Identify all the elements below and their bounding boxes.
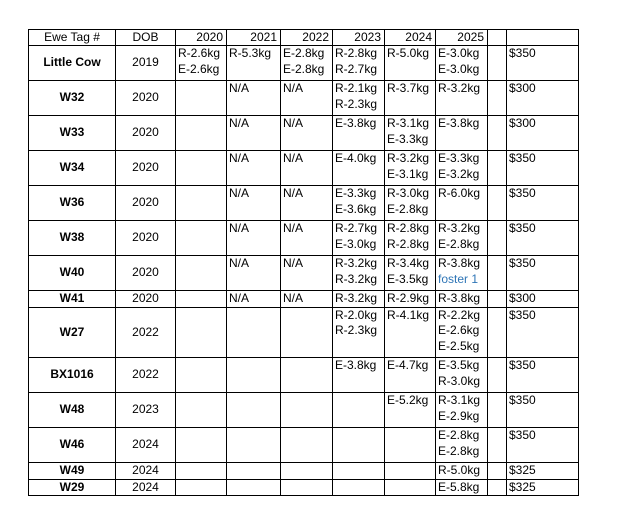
lambing-cell-2022 [281, 256, 333, 291]
lambing-cell-2021 [227, 291, 281, 308]
dob-cell: 2024 [116, 479, 176, 496]
lambing-cell-2021 [227, 81, 281, 116]
lambing-cell-2024 [385, 151, 436, 186]
lamb-weight-entry: E-2.6kg [178, 61, 220, 76]
lambing-cell-2024 [385, 221, 436, 256]
lamb-weight-entry: R-2.7kg [335, 221, 378, 235]
ewe-tag-cell: W48 [29, 393, 116, 428]
lambing-cell-2020 [176, 116, 227, 151]
lamb-weight-entry: R-5.0kg [438, 463, 481, 477]
lambing-cell-2020 [176, 358, 227, 393]
header-blank-cell [488, 30, 507, 46]
lambing-cell-2021 [227, 256, 281, 291]
lamb-weight-entry: N/A [229, 291, 250, 305]
lamb-weight-entry: N/A [283, 116, 304, 130]
ewe-tag-cell: BX1016 [29, 358, 116, 393]
blank-cell [488, 151, 507, 186]
lamb-weight-entry: R-3.2kg [335, 256, 378, 270]
lamb-weight-entry: R-3.8kg [438, 291, 481, 305]
lamb-weight-entry: N/A [283, 151, 304, 165]
lamb-weight-entry: E-2.5kg [438, 338, 480, 353]
lamb-weight-entry: R-2.0kg [335, 307, 378, 322]
header-year-2020: 2020 [176, 30, 227, 46]
lamb-weight-entry: R-3.2kg [438, 81, 481, 95]
lamb-weight-entry: R-3.0kg [387, 186, 430, 200]
lamb-weight-entry: N/A [229, 151, 250, 165]
lambing-cell-2025 [436, 256, 488, 291]
table-row [29, 393, 579, 428]
dob-cell: 2022 [116, 358, 176, 393]
lambing-cell-2025 [436, 479, 488, 496]
lamb-weight-entry: R-3.2kg [335, 271, 378, 286]
lambing-cell-2024 [385, 291, 436, 308]
table-row [29, 81, 579, 116]
ewe-tag-cell: W32 [29, 81, 116, 116]
lamb-weight-entry: R-3.7kg [387, 81, 430, 95]
lambing-cell-2022 [281, 307, 333, 358]
lambing-cell-2024 [385, 428, 436, 463]
lambing-cell-2023 [333, 256, 385, 291]
lamb-weight-entry: E-2.8kg [283, 46, 325, 60]
lamb-weight-entry: R-2.8kg [387, 236, 430, 251]
table-row [29, 463, 579, 480]
lamb-weight-entry: E-3.5kg [438, 358, 480, 372]
ewe-records-sheet [28, 29, 579, 496]
lambing-cell-2024 [385, 186, 436, 221]
lambing-cell-2022 [281, 81, 333, 116]
lambing-cell-2022 [281, 151, 333, 186]
lambing-cell-2020 [176, 46, 227, 81]
ewe-tag-cell: W34 [29, 151, 116, 186]
lambing-cell-2020 [176, 463, 227, 480]
lamb-weight-entry: E-3.8kg [335, 358, 377, 372]
lambing-cell-2024 [385, 307, 436, 358]
lambing-cell-2025 [436, 463, 488, 480]
dob-cell: 2024 [116, 428, 176, 463]
blank-cell [488, 393, 507, 428]
dob-cell: 2020 [116, 186, 176, 221]
lamb-weight-entry: R-3.8kg [438, 256, 481, 270]
lambing-cell-2020 [176, 307, 227, 358]
lambing-cell-2022 [281, 479, 333, 496]
price-cell: $350 [507, 221, 579, 256]
lambing-cell-2022 [281, 46, 333, 81]
lambing-cell-2023 [333, 463, 385, 480]
lamb-weight-entry: R-3.2kg [387, 151, 430, 165]
lambing-cell-2024 [385, 463, 436, 480]
lambing-cell-2021 [227, 186, 281, 221]
lambing-cell-2025 [436, 393, 488, 428]
table-row [29, 151, 579, 186]
price-cell: $350 [507, 186, 579, 221]
lambing-cell-2020 [176, 221, 227, 256]
lambing-cell-2022 [281, 116, 333, 151]
lamb-weight-entry: N/A [229, 186, 250, 200]
lambing-cell-2025 [436, 221, 488, 256]
lambing-cell-2025 [436, 358, 488, 393]
lamb-weight-entry: E-3.6kg [335, 201, 377, 216]
dob-cell: 2020 [116, 221, 176, 256]
table-row [29, 291, 579, 308]
lambing-cell-2023 [333, 186, 385, 221]
lamb-weight-entry: E-3.3kg [438, 151, 480, 165]
lambing-cell-2021 [227, 116, 281, 151]
table-row [29, 221, 579, 256]
lambing-cell-2023 [333, 307, 385, 358]
lambing-cell-2024 [385, 393, 436, 428]
lambing-cell-2020 [176, 186, 227, 221]
blank-cell [488, 81, 507, 116]
table-row [29, 116, 579, 151]
price-cell: $350 [507, 393, 579, 428]
header-dob: DOB [116, 30, 176, 46]
header-year-2025: 2025 [436, 30, 488, 46]
blank-cell [488, 291, 507, 308]
price-cell: $350 [507, 358, 579, 393]
dob-cell: 2020 [116, 256, 176, 291]
lamb-weight-entry: R-2.2kg [438, 307, 481, 322]
lambing-cell-2025 [436, 291, 488, 308]
dob-cell: 2022 [116, 307, 176, 358]
lambing-cell-2022 [281, 221, 333, 256]
lamb-weight-entry: R-2.1kg [335, 81, 378, 95]
price-cell: $325 [507, 479, 579, 496]
table-row [29, 307, 579, 358]
lamb-weight-entry: R-3.2kg [438, 221, 481, 235]
dob-cell: 2024 [116, 463, 176, 480]
lamb-weight-entry: E-4.0kg [335, 151, 377, 165]
dob-cell: 2020 [116, 116, 176, 151]
blank-cell [488, 307, 507, 358]
lamb-weight-entry: N/A [229, 81, 250, 95]
lambing-cell-2025 [436, 307, 488, 358]
lamb-weight-entry: R-5.3kg [229, 46, 272, 60]
price-cell: $350 [507, 46, 579, 81]
lambing-cell-2022 [281, 358, 333, 393]
lambing-cell-2025 [436, 151, 488, 186]
lamb-weight-entry: E-3.8kg [335, 116, 377, 130]
lamb-weight-entry: N/A [283, 291, 304, 305]
lamb-weight-entry: E-2.8kg [387, 201, 429, 216]
lamb-weight-entry: R-2.8kg [335, 46, 378, 60]
header-price-cell [507, 30, 579, 46]
lamb-weight-entry: R-2.9kg [387, 291, 430, 305]
lambing-cell-2023 [333, 46, 385, 81]
lambing-cell-2025 [436, 46, 488, 81]
ewe-tag-cell: W41 [29, 291, 116, 308]
lamb-weight-entry: E-3.0kg [335, 236, 377, 251]
header-year-2024: 2024 [385, 30, 436, 46]
ewe-tag-cell: W29 [29, 479, 116, 496]
lamb-weight-entry: R-6.0kg [438, 186, 481, 200]
lambing-cell-2024 [385, 116, 436, 151]
ewe-tag-cell: W33 [29, 116, 116, 151]
lamb-weight-entry: R-2.6kg [178, 46, 221, 60]
lamb-weight-entry: E-2.8kg [438, 428, 480, 442]
table-row [29, 256, 579, 291]
table-row [29, 479, 579, 496]
dob-cell: 2019 [116, 46, 176, 81]
lambing-cell-2020 [176, 81, 227, 116]
lamb-weight-entry: R-2.3kg [335, 96, 378, 111]
table-row [29, 358, 579, 393]
lambing-cell-2023 [333, 479, 385, 496]
lamb-weight-entry: E-2.8kg [283, 61, 325, 76]
blank-cell [488, 221, 507, 256]
lambing-cell-2023 [333, 151, 385, 186]
lambing-cell-2024 [385, 358, 436, 393]
lambing-cell-2024 [385, 256, 436, 291]
lamb-weight-entry: N/A [283, 81, 304, 95]
price-cell: $350 [507, 256, 579, 291]
lambing-cell-2025 [436, 116, 488, 151]
price-cell: $350 [507, 428, 579, 463]
ewe-tag-cell: W38 [29, 221, 116, 256]
header-year-2023: 2023 [333, 30, 385, 46]
lamb-weight-entry: R-2.8kg [387, 221, 430, 235]
ewe-tag-cell: W27 [29, 307, 116, 358]
lamb-weight-entry: N/A [229, 221, 250, 235]
lambing-cell-2025 [436, 186, 488, 221]
lamb-weight-entry: N/A [283, 256, 304, 270]
blank-cell [488, 428, 507, 463]
lamb-weight-entry: E-3.3kg [387, 131, 429, 146]
lamb-weight-entry: E-2.6kg [438, 323, 480, 337]
foster-note: foster 1 [438, 271, 479, 286]
lambing-cell-2020 [176, 479, 227, 496]
lambing-cell-2022 [281, 428, 333, 463]
lamb-weight-entry: R-3.1kg [387, 116, 430, 130]
dob-cell: 2020 [116, 81, 176, 116]
ewe-tag-cell: Little Cow [29, 46, 116, 81]
lamb-weight-entry: E-3.0kg [438, 61, 480, 76]
lamb-weight-entry: E-2.9kg [438, 408, 480, 423]
lamb-weight-entry: E-3.0kg [438, 46, 480, 60]
price-cell: $300 [507, 81, 579, 116]
lamb-weight-entry: E-5.2kg [387, 393, 429, 407]
lambing-cell-2024 [385, 46, 436, 81]
lambing-cell-2023 [333, 393, 385, 428]
lambing-cell-2020 [176, 291, 227, 308]
lamb-weight-entry: E-3.3kg [335, 186, 377, 200]
lambing-cell-2025 [436, 81, 488, 116]
lamb-weight-entry: E-3.2kg [438, 166, 480, 181]
lamb-weight-entry: E-3.8kg [438, 116, 480, 130]
lamb-weight-entry: E-3.5kg [387, 271, 429, 286]
dob-cell: 2020 [116, 151, 176, 186]
lambing-cell-2021 [227, 307, 281, 358]
lambing-cell-2020 [176, 256, 227, 291]
lamb-weight-entry: R-4.1kg [387, 307, 430, 322]
blank-cell [488, 358, 507, 393]
lambing-cell-2023 [333, 291, 385, 308]
lamb-weight-entry: R-3.1kg [438, 393, 481, 407]
lambing-cell-2021 [227, 46, 281, 81]
price-cell: $350 [507, 151, 579, 186]
lamb-weight-entry: R-3.2kg [335, 291, 378, 305]
lambing-cell-2021 [227, 463, 281, 480]
lambing-cell-2023 [333, 116, 385, 151]
lambing-cell-2023 [333, 221, 385, 256]
lambing-cell-2020 [176, 151, 227, 186]
lambing-cell-2022 [281, 186, 333, 221]
lambing-cell-2020 [176, 428, 227, 463]
dob-cell: 2023 [116, 393, 176, 428]
blank-cell [488, 46, 507, 81]
lamb-weight-entry: R-3.0kg [438, 373, 481, 388]
lambing-cell-2020 [176, 393, 227, 428]
header-year-2021: 2021 [227, 30, 281, 46]
blank-cell [488, 256, 507, 291]
lamb-weight-entry: R-2.3kg [335, 323, 378, 337]
lambing-cell-2022 [281, 291, 333, 308]
blank-cell [488, 463, 507, 480]
lambing-cell-2023 [333, 428, 385, 463]
lamb-weight-entry: R-5.0kg [387, 46, 430, 60]
lambing-cell-2023 [333, 358, 385, 393]
lambing-cell-2024 [385, 479, 436, 496]
lamb-weight-entry: R-2.7kg [335, 61, 378, 76]
ewe-records-table [28, 29, 579, 496]
lambing-cell-2023 [333, 81, 385, 116]
lamb-weight-entry: N/A [283, 221, 304, 235]
price-cell: $300 [507, 116, 579, 151]
lambing-cell-2021 [227, 221, 281, 256]
header-row [29, 30, 579, 46]
price-cell: $350 [507, 307, 579, 358]
lambing-cell-2025 [436, 428, 488, 463]
table-row [29, 428, 579, 463]
ewe-tag-cell: W46 [29, 428, 116, 463]
header-year-2022: 2022 [281, 30, 333, 46]
lambing-cell-2024 [385, 81, 436, 116]
price-cell: $325 [507, 463, 579, 480]
lambing-cell-2022 [281, 463, 333, 480]
lamb-weight-entry: R-3.4kg [387, 256, 430, 270]
ewe-tag-cell: W36 [29, 186, 116, 221]
table-row [29, 46, 579, 81]
blank-cell [488, 116, 507, 151]
lamb-weight-entry: E-5.8kg [438, 479, 480, 494]
dob-cell: 2020 [116, 291, 176, 308]
lamb-weight-entry: E-3.1kg [387, 166, 429, 181]
ewe-tag-cell: W40 [29, 256, 116, 291]
blank-cell [488, 479, 507, 496]
ewe-tag-cell: W49 [29, 463, 116, 480]
lamb-weight-entry: N/A [229, 116, 250, 130]
lambing-cell-2021 [227, 393, 281, 428]
lamb-weight-entry: E-2.8kg [438, 236, 480, 251]
header-ewe-tag: Ewe Tag # [29, 30, 116, 46]
lamb-weight-entry: N/A [229, 256, 250, 270]
lamb-weight-entry: E-2.8kg [438, 443, 480, 458]
lamb-weight-entry: E-4.7kg [387, 358, 429, 372]
price-cell: $300 [507, 291, 579, 308]
lamb-weight-entry: N/A [283, 186, 304, 200]
lambing-cell-2022 [281, 393, 333, 428]
lambing-cell-2021 [227, 151, 281, 186]
lambing-cell-2021 [227, 358, 281, 393]
lambing-cell-2021 [227, 479, 281, 496]
lambing-cell-2021 [227, 428, 281, 463]
table-row [29, 186, 579, 221]
blank-cell [488, 186, 507, 221]
